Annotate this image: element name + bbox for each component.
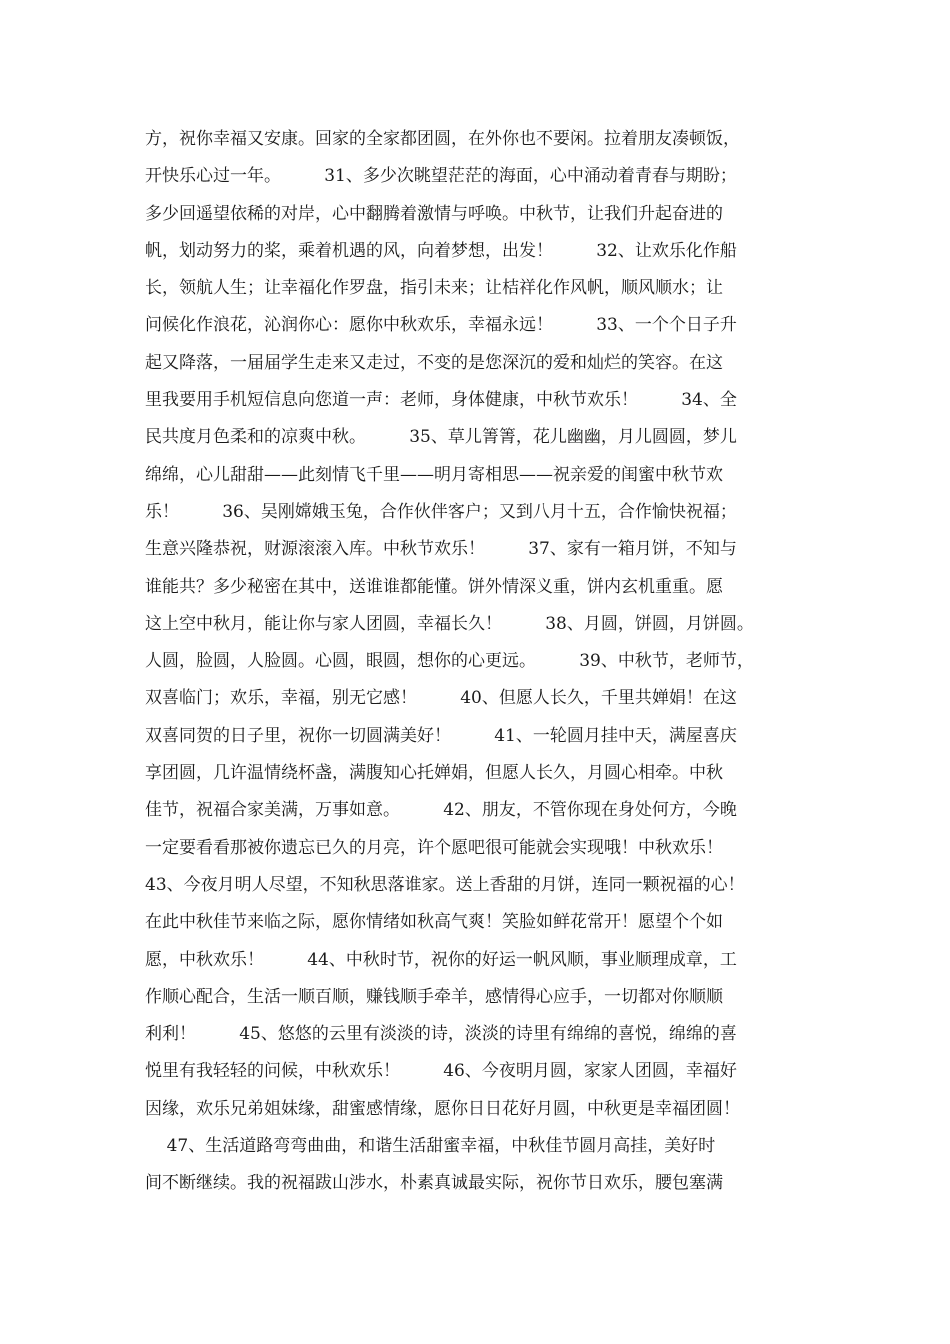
text-line: 乐！ 36、吴刚嫦娥玉兔，合作伙伴客户；又到八月十五，合作愉快祝福； [145,501,737,522]
text-line: 47、生活道路弯弯曲曲，和谐生活甜蜜幸福，中秋佳节圆月高挂，美好时 [145,1136,716,1157]
text-line: 人圆，脸圆，人脸圆。心圆，眼圆，想你的心更远。 39、中秋节，老师节， [145,651,754,672]
text-line: 双喜同贺的日子里，祝你一切圆满美好！ 41、一轮圆月挂中天，满屋喜庆 [145,725,737,746]
text-line: 享团圆，几许温情绕杯盏，满腹知心托婵娟，但愿人长久，月圆心相牵。中秋 [145,763,723,784]
text-line: 双喜临门；欢乐，幸福，别无它感！ 40、但愿人长久，千里共婵娟！在这 [145,688,737,709]
text-line: 这上空中秋月，能让你与家人团圆，幸福长久！ 38、月圆，饼圆，月饼圆。 [145,613,754,634]
text-line: 长，领航人生；让幸福化作罗盘，指引未来；让桔祥化作风帆，顺风顺水；让 [145,278,723,299]
text-line: 谁能共？多少秘密在其中，送谁谁都能懂。饼外情深义重，饼内玄机重重。愿 [145,576,723,597]
text-line: 愿，中秋欢乐！ 44、中秋时节，祝你的好运一帆风顺，事业顺理成章，工 [145,949,737,970]
text-line: 民共度月色柔和的凉爽中秋。 35、草儿箐箐，花儿幽幽，月儿圆圆，梦儿 [145,427,737,448]
text-line: 作顺心配合，生活一顺百顺，赚钱顺手牵羊，感情得心应手，一切都对你顺顺 [145,986,723,1007]
text-line: 帆，划动努力的桨，乘着机遇的风，向着梦想，出发！ 32、让欢乐化作船 [145,240,737,261]
text-line: 里我要用手机短信息向您道一声：老师，身体健康，中秋节欢乐！ 34、全 [145,390,737,411]
text-line: 方，祝你幸福又安康。回家的全家都团圆，在外你也不要闲。拉着朋友凑顿饭， [145,129,740,149]
document-body [145,121,825,1203]
text-line: 生意兴隆恭祝，财源滚滚入库。中秋节欢乐！ 37、家有一箱月饼，不知与 [145,539,737,560]
text-line: 佳节，祝福合家美满，万事如意。 42、朋友，不管你现在身处何方，今晚 [145,800,737,821]
text-line: 利利！ 45、悠悠的云里有淡淡的诗，淡淡的诗里有绵绵的喜悦，绵绵的喜 [145,1024,737,1045]
text-line: 因缘，欢乐兄弟姐妹缘，甜蜜感情缘，愿你日日花好月圆，中秋更是幸福团圆！ [145,1098,740,1119]
text-line: 多少回遥望依稀的对岸，心中翻腾着激情与呼唤。中秋节，让我们升起奋进的 [145,203,723,224]
text-line: 间不断继续。我的祝福跋山涉水，朴素真诚最实际，祝你节日欢乐，腰包塞满 [145,1173,723,1194]
text-line: 起又降落，一届届学生走来又走过，不变的是您深沉的爱和灿烂的笑容。在这 [145,352,723,373]
text-line: 悦里有我轻轻的问候，中秋欢乐！ 46、今夜明月圆，家家人团圆，幸福好 [145,1061,737,1082]
text-line: 43、今夜月明人尽望，不知秋思落谁家。送上香甜的月饼，连同一颗祝福的心！ [145,874,745,895]
text-line: 绵绵，心儿甜甜——此刻情飞千里——明月寄相思——祝亲爱的闺蜜中秋节欢 [145,464,723,485]
text-line: 问候化作浪花，沁润你心：愿你中秋欢乐，幸福永远！ 33、一个个日子升 [145,315,737,336]
text-line: 一定要看看那被你遗忘已久的月亮，许个愿吧很可能就会实现哦！中秋欢乐！ [145,837,723,858]
text-line: 在此中秋佳节来临之际，愿你情绪如秋高气爽！笑脸如鲜花常开！愿望个个如 [145,912,723,933]
text-line: 开快乐心过一年。 31、多少次眺望茫茫的海面，心中涌动着青春与期盼； [145,166,737,187]
